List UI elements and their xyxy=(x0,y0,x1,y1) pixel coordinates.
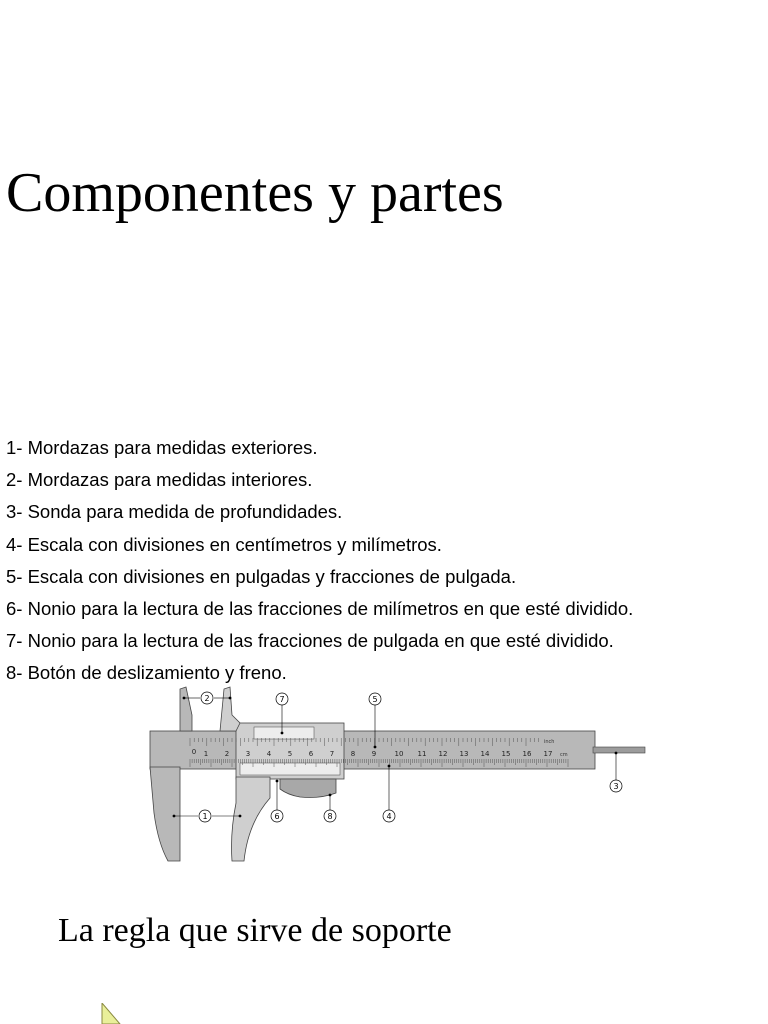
caliper-diagram xyxy=(140,683,650,868)
vernier-mm-window xyxy=(240,763,340,775)
scale-number: 17 xyxy=(543,750,553,758)
scale-number: 14 xyxy=(480,750,490,758)
parts-list-item: 8- Botón de deslizamiento y freno. xyxy=(6,662,287,684)
scale-number: 4 xyxy=(266,750,272,758)
callout-label-5: 5 xyxy=(372,695,378,704)
parts-list-item: 1- Mordazas para medidas exteriores. xyxy=(6,437,318,458)
scale-number: 1 xyxy=(203,750,209,758)
parts-list xyxy=(6,432,633,690)
unit-cm-label: cm xyxy=(560,752,568,758)
scale-number: 16 xyxy=(522,750,532,758)
scale-number: 6 xyxy=(308,750,314,758)
callout-label-4: 4 xyxy=(386,812,392,821)
section-subtitle: La regla que sirve de soporte xyxy=(58,912,452,949)
callout-label-2: 2 xyxy=(204,694,210,703)
scale-number: 5 xyxy=(287,750,293,758)
fixed-outside-jaw xyxy=(150,767,180,861)
page-title: Componentes y partes xyxy=(6,162,504,224)
parts-list-item: 7- Nonio para la lectura de las fracciones de pulgada en que esté dividido. xyxy=(6,630,614,652)
scale-number: 10 xyxy=(394,750,404,758)
callout-label-1: 1 xyxy=(202,812,208,821)
callout-label-8: 8 xyxy=(327,812,333,821)
moving-outside-jaw xyxy=(232,777,271,861)
parts-list-item: 2- Mordazas para medidas interiores. xyxy=(6,469,313,491)
scale-number: 2 xyxy=(224,750,230,758)
scale-number: 8 xyxy=(350,750,356,758)
scale-number: 12 xyxy=(438,750,448,758)
depth-probe xyxy=(593,747,645,753)
vernier-inch-window xyxy=(254,727,314,739)
fixed-inside-jaw xyxy=(180,687,192,731)
parts-list-item: 5- Escala con divisiones en pulgadas y fracciones de pulgada. xyxy=(6,565,517,587)
callout-label-3: 3 xyxy=(613,782,619,791)
scale-number: 15 xyxy=(501,750,511,758)
scale-number: 13 xyxy=(459,750,469,758)
parts-list-item: 6- Nonio para la lectura de las fracciones de milímetros en que esté dividido. xyxy=(6,597,634,619)
unit-inch-label: inch xyxy=(544,739,555,745)
callout-label-6: 6 xyxy=(274,812,280,821)
callout-label-7: 7 xyxy=(279,695,285,704)
scale-number: 9 xyxy=(371,750,377,758)
scale-number: 0 xyxy=(191,748,197,756)
parts-list-item: 3- Sonda para medida de profundidades. xyxy=(6,501,343,523)
scale-number: 11 xyxy=(417,750,427,758)
decorative-shape xyxy=(100,1003,122,1024)
parts-list-item: 4- Escala con divisiones en centímetros y milímetros. xyxy=(6,533,442,555)
scale-number: 3 xyxy=(245,750,251,758)
scale-number: 7 xyxy=(329,750,335,758)
moving-inside-jaw xyxy=(220,687,240,731)
thumb-button xyxy=(280,779,336,798)
